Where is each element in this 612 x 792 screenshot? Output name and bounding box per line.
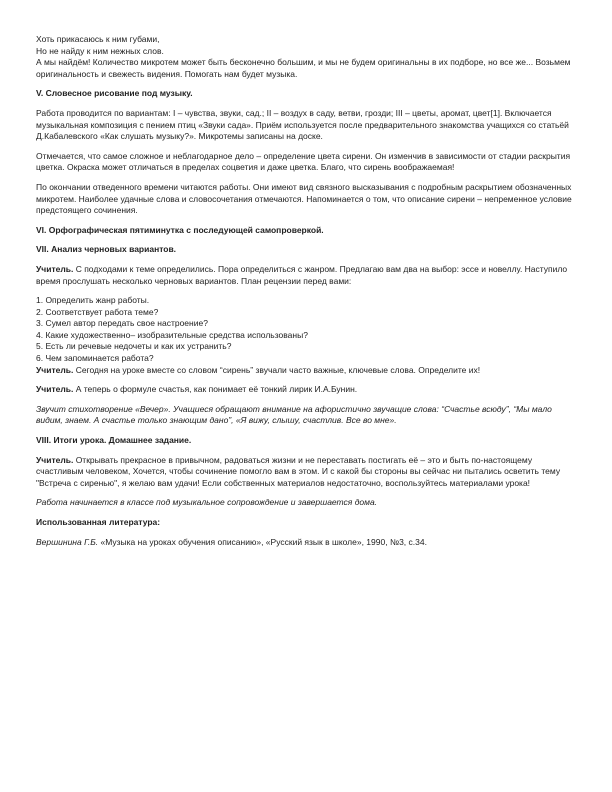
review-plan-list (36, 295, 578, 365)
section-6-heading: VI. Орфографическая пятиминутка с последующей самопроверкой. (36, 224, 324, 235)
literature-author: Вершинина Г.Б. (36, 536, 99, 547)
intro-line-3: А мы найдём! Количество микротем может быть бесконечно большим, и мы не будем оригинальны в их подборе, но все же... Возьмем оригинальность и свежесть видения. Помогать нам будет музыка. (36, 57, 571, 79)
section-7-paragraph-1-text: С подходами к теме определились. Пора определиться с жанром. Предлагаю вам два на выбор: эссе и новеллу. Наступило время прослушать несколько черновых вариантов. План рецензии перед вами: (36, 263, 568, 286)
section-8-paragraph-1 (36, 455, 578, 490)
section-7-paragraph-2 (36, 365, 578, 377)
document-page (36, 34, 578, 556)
section-7-heading: VII. Анализ черновых вариантов. (36, 244, 177, 255)
section-7-paragraph-2-text: Сегодня на уроке вместе со словом “сирень” звучали часто важные, ключевые слова. Определите их! (73, 364, 481, 375)
literature-reference-text: «Музыка на уроках обучения описанию», «Русский язык в школе», 1990, №3, с.34. (98, 536, 427, 547)
teacher-label: Учитель. (36, 454, 74, 465)
section-5-paragraph-2: Отмечается, что самое сложное и неблагодарное дело – определение цвета сирени. Он изменчив в зависимости от стадии раскрытия цветка. Окраска может отличаться в пределах соцветия и даже цветка. Благо, что сирень воображаемая! (36, 150, 571, 173)
section-8-paragraph-2: Работа начинается в классе под музыкальное сопровождение и завершается дома. (36, 497, 378, 508)
teacher-label: Учитель. (36, 384, 74, 395)
section-5-paragraph-1: Работа проводится по вариантам: I – чувства, звуки, сад.; II – воздух в саду, ветви, грозди; III – цветы, аромат, цвет[1]. Включается музыкальная композиция с пением птиц «Звуки сада». Приём используется после предварительного знакомства учащихся со статьёй Д.Кабалевского «Как слушать музыку?». Микротемы записаны на доске. (36, 107, 569, 142)
section-5-heading: V. Словесное рисование под музыку. (36, 88, 193, 99)
section-5-paragraph-3: По окончании отведенного времени читаются работы. Они имеют вид связного высказывания с подробным раскрытием обозначенных микротем. Наиболее удачные слова и словосочетания отмечаются. Напоминается о том, что описание сирени – непременное условие предстоящего сочинения. (36, 181, 572, 216)
teacher-label: Учитель. (36, 263, 74, 274)
review-plan-item: 4. Какие художественно– изобразительные средства использованы? (36, 329, 308, 340)
literature-heading: Использованная литература: (36, 517, 161, 527)
section-8-heading: VIII. Итоги урока. Домашнее задание. (36, 435, 192, 446)
review-plan-item: 6. Чем запоминается работа? (36, 353, 154, 364)
review-plan-item: 1. Определить жанр работы. (36, 295, 150, 306)
review-plan-item: 3. Сумел автор передать свое настроение? (36, 318, 208, 329)
intro-line-2: Но не найду к ним нежных слов. (36, 45, 164, 56)
review-plan-item: 2. Соответствует работа теме? (36, 306, 159, 317)
section-7-paragraph-3-text: А теперь о формуле счастья, как понимает её тонкий лирик И.А.Бунин. (73, 384, 358, 395)
section-7-paragraph-3 (36, 384, 578, 396)
review-plan-item: 5. Есть ли речевые недочеты и как их устранить? (36, 341, 232, 352)
section-7-paragraph-1 (36, 264, 578, 287)
section-7-paragraph-4: Звучит стихотворение «Вечер». Учащиеся обращают внимание на афористично звучащие слова: “Счастье всюду”, “Мы мало видим, знаем. А счастье только знающим дано”, «Я вижу, слышу, счастлив. Все во мне». (36, 403, 552, 426)
teacher-label: Учитель. (36, 364, 74, 375)
intro-line-1: Хоть прикасаюсь к ним губами, (36, 34, 160, 44)
literature-reference (36, 537, 578, 549)
section-8-paragraph-1-text: Открывать прекрасное в привычном, радоваться жизни и не переставать постигать её – это и быть по-настоящему счастливым человеком, Хочется, чтобы сочинение помогло вам в этом. И с какой бы стороны вы сейчас ни пытались осветить тему "Встреча с сиренью", я желаю вам удачи! Если собственных материалов недостаточно, воспользуйтесь материалами урока! (36, 454, 561, 488)
